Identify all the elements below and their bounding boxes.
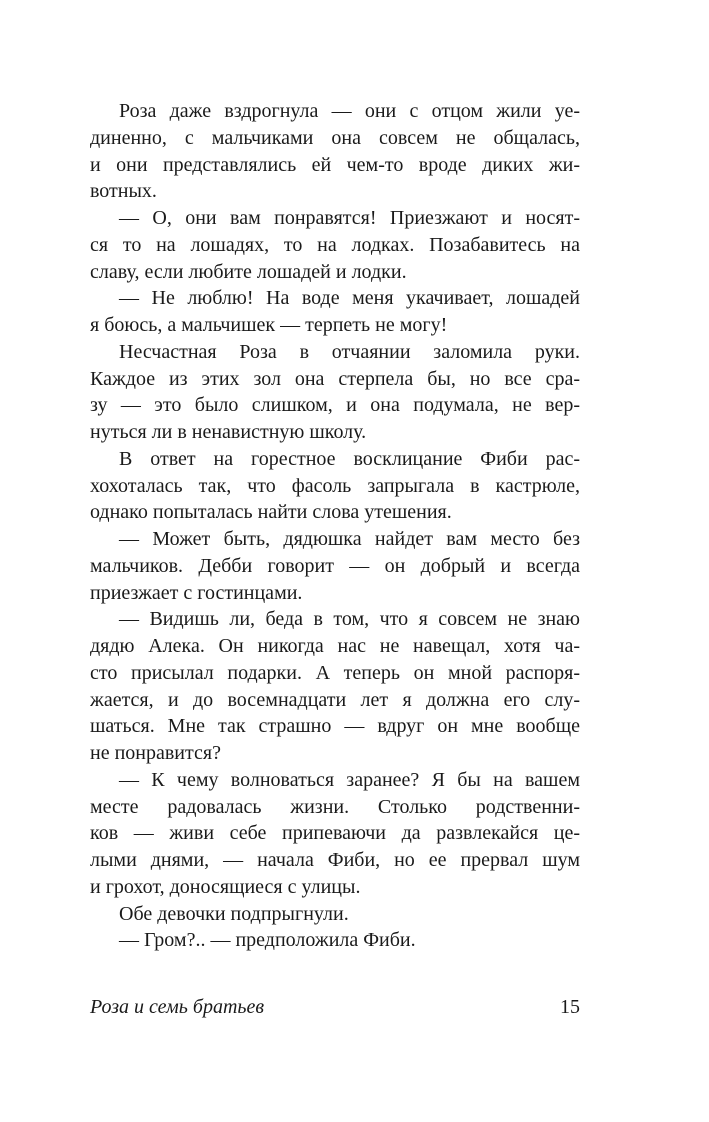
text-line: не понравится? [90,742,221,764]
text-line: и они представлялись ей чем-то вроде диких жи- [90,153,580,176]
text-line: хохоталась так, что фасоль запрыгала в кастрюле, [90,474,580,497]
text-line: ков — живи себе припеваючи да развлекайся це- [90,822,580,845]
text-line: Несчастная Роза в отчаянии заломила руки. [119,340,580,363]
text-line: нуться ли в ненавистную школу. [90,421,367,443]
text-line: — Видишь ли, беда в том, что я совсем не знаю [119,608,580,631]
book-page-body [90,98,580,954]
text-line: шаться. Мне так страшно — вдруг он мне вообще [90,715,580,738]
text-line: ся то на лошадях, то на лодках. Позабавитесь на [90,233,580,256]
text-line: диненно, с мальчиками она совсем не общалась, [90,126,580,149]
text-line: и грохот, доносящиеся с улицы. [90,875,361,898]
text-line: Роза даже вздрогнула — они с отцом жили уе- [119,100,580,122]
text-line: славу, если любите лошадей и лодки. [90,260,407,283]
text-line: месте радовалась жизни. Столько родственни- [90,795,580,818]
text-line: приезжает с гостинцами. [90,581,303,604]
running-title: Роза и семь братьев [90,996,265,1018]
text-line: лыми днями, — начала Фиби, но ее прервал шум [90,849,580,871]
page-footer [90,996,580,1024]
text-line: — Может быть, дядюшка найдет вам место без [119,528,580,550]
text-line: я боюсь, а мальчишек — терпеть не могу! [90,314,448,336]
text-line: — О, они вам понравятся! Приезжают и носят- [119,207,580,229]
text-line: вотных. [90,180,157,203]
text-line: — Не люблю! На воде меня укачивает, лошадей [119,287,580,310]
text-line: дядю Алека. Он никогда нас не навещал, хотя ча- [90,635,580,657]
text-line: жается, и до восемнадцати лет я должна его слу- [90,688,580,711]
text-line: Обе девочки подпрыгнули. [119,902,349,925]
text-line: — К чему волноваться заранее? Я бы на вашем [119,768,580,791]
page-number: 15 [560,996,580,1018]
text-line: мальчиков. Дебби говорит — он добрый и всегда [90,554,580,577]
text-line: зу — это было слишком, и она подумала, не вер- [90,394,580,417]
text-line: Каждое из этих зол она стерпела бы, но все сра- [90,367,580,390]
text-line: сто присылал подарки. А теперь он мной распоря- [90,661,580,684]
text-line: В ответ на горестное восклицание Фиби рас- [119,447,580,470]
text-line: однако попыталась найти слова утешения. [90,501,452,524]
text-line: — Гром?.. — предположила Фиби. [119,929,416,952]
